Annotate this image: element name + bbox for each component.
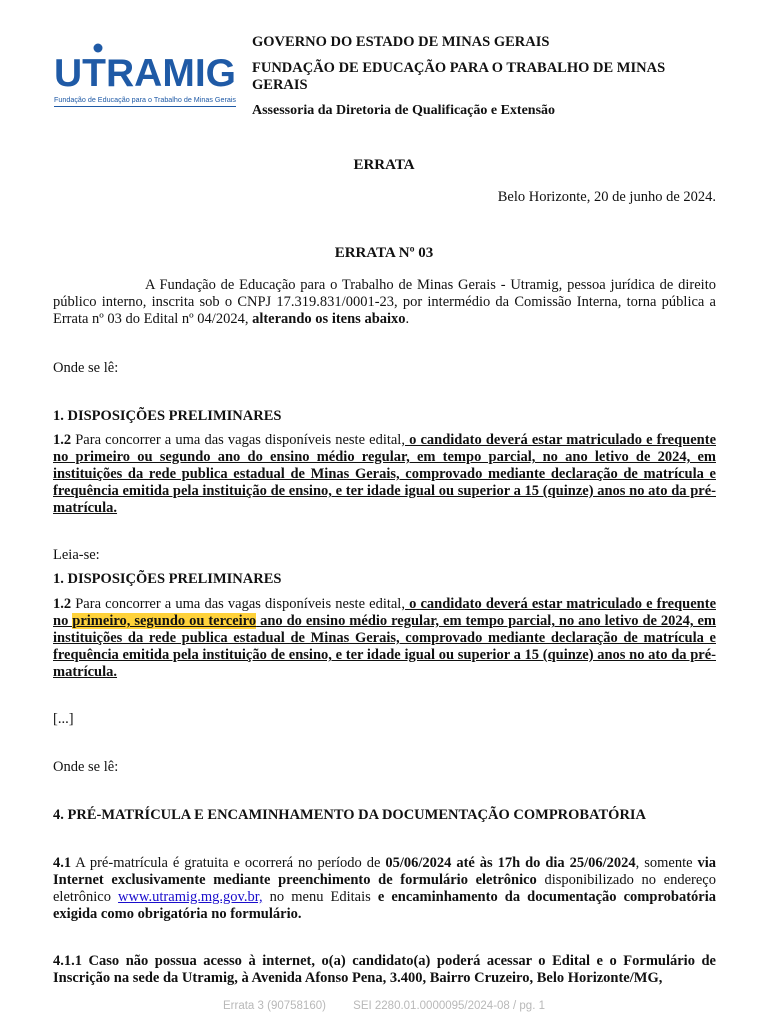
- item-bold-text-a: o candidato deverá estar matriculado e frequente no: [53, 596, 716, 629]
- item-lead: Para concorrer a uma das vagas disponíveis neste edital,: [71, 596, 405, 612]
- item-bold-text: e encaminhamento da documentação comprobatória exigida como obrigatória no formulário.: [53, 889, 716, 922]
- utramig-logo: [54, 42, 240, 110]
- item-number: 1.2: [53, 596, 72, 612]
- item-bold-text: o candidato deverá estar matriculado e frequente no primeiro ou segundo ano do ensino médio regular, em tempo parcial, no ano letivo de 2024, em instituições da rede publica estadual de Minas Gerais, comprovado mediante declaração de matrícula e frequência emitida pela instituição de ensino, e ter idade igual ou superior a 15 (quinze) anos no ato da pré-matrícula.: [53, 432, 716, 516]
- header-foundation: FUNDAÇÃO DE EDUCAÇÃO PARA O TRABALHO DE MINAS GERAIS: [252, 60, 666, 93]
- intro-text: A Fundação de Educação para o Trabalho de Minas Gerais - Utramig, pessoa jurídica de direito público interno, inscrita sob o CNPJ 17.319.831/0001-23, por intermédio da Comissão Interna, torna pública a Errata nº 03 do Edital nº 04/2024,: [53, 277, 716, 327]
- enrollment-dates: 05/06/2024 até às 17h do dia 25/06/2024: [385, 855, 636, 871]
- item-text: , somente: [635, 855, 698, 871]
- highlighted-change: primeiro, segundo ou terceiro: [72, 613, 257, 629]
- item-text: disponibilizado no endereço eletrônico: [53, 872, 716, 905]
- item-4-1: [53, 855, 716, 923]
- section-heading-2: 1. DISPOSIÇÕES PRELIMINARES: [53, 571, 282, 587]
- errata-number: ERRATA Nº 03: [334, 245, 434, 261]
- item-text: no menu Editais: [262, 889, 371, 905]
- header-government: GOVERNO DO ESTADO DE MINAS GERAIS: [252, 34, 550, 50]
- item-number: 4.1: [53, 855, 72, 871]
- item-lead: Para concorrer a uma das vagas disponíveis neste edital,: [71, 432, 405, 448]
- item-text: A pré-matrícula é gratuita e ocorrerá no período de: [71, 855, 386, 871]
- onde-se-le-2: Onde se lê:: [53, 759, 119, 775]
- item-4-1-1: 4.1.1 Caso não possua acesso à internet, o(a) candidato(a) poderá acessar o Edital e o Formulário de Inscrição na sede da Utramig, à Avenida Afonso Pena, 3.400, Bairro Cruzeiro, Belo Horizonte/MG,: [53, 953, 716, 986]
- institution-header: [252, 34, 722, 119]
- footer-sei-number: SEI 2280.01.0000095/2024-08 / pg. 1: [353, 1000, 545, 1012]
- date-line: Belo Horizonte, 20 de junho de 2024.: [497, 189, 716, 205]
- page-footer: [0, 1000, 768, 1012]
- ellipsis: [...]: [53, 711, 74, 727]
- logo-subtitle: Fundação de Educação para o Trabalho de Minas Gerais: [54, 95, 237, 104]
- section-heading-4: 4. PRÉ-MATRÍCULA E ENCAMINHAMENTO DA DOCUMENTAÇÃO COMPROBATÓRIA: [53, 807, 647, 823]
- item-number: 1.2: [53, 432, 72, 448]
- onde-se-le-1: Onde se lê:: [53, 360, 119, 376]
- item-1-2-corrected: [53, 596, 716, 681]
- logo-wordmark: UTRAMIG: [54, 52, 236, 95]
- item-bold-text: via Internet exclusivamente mediante preenchimento de formulário eletrônico: [53, 855, 716, 888]
- footer-doc-id: Errata 3 (90758160): [223, 1000, 326, 1012]
- intro-paragraph: [53, 277, 716, 328]
- leia-se: Leia-se:: [53, 547, 100, 563]
- item-1-2-original: [53, 432, 716, 517]
- item-bold-text-b: ano do ensino médio regular, em tempo parcial, no ano letivo de 2024, em instituições da rede publica estadual de Minas Gerais, comprovado mediante declaração de matrícula e frequência emitida pela instituição de ensino, e ter idade igual ou superior a 15 (quinze) anos no ato da pré-matrícula.: [53, 613, 717, 680]
- intro-end: .: [405, 311, 410, 327]
- header-department: Assessoria da Diretoria de Qualificação e Extensão: [252, 103, 556, 118]
- utramig-website-link[interactable]: www.utramig.mg.gov.br,: [118, 889, 263, 905]
- doc-title: ERRATA: [353, 157, 415, 173]
- intro-bold: alterando os itens abaixo: [252, 311, 406, 327]
- section-heading-1: 1. DISPOSIÇÕES PRELIMINARES: [53, 408, 282, 424]
